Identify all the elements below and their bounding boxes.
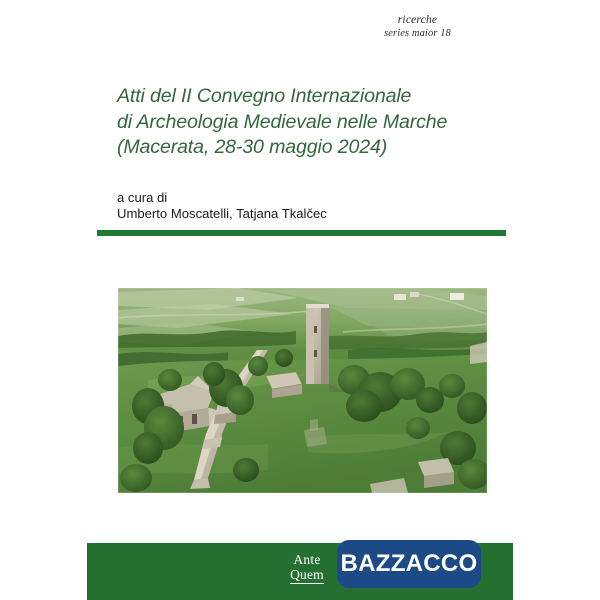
title-line-2: di Archeologia Medievale nelle Marche bbox=[117, 110, 448, 133]
series-designation bbox=[330, 14, 505, 40]
antequem-line-2: Quem bbox=[290, 567, 324, 583]
cover-photograph bbox=[118, 288, 487, 493]
title-line-1: Atti del II Convegno Internazionale bbox=[117, 85, 412, 107]
green-divider-rule bbox=[97, 230, 506, 236]
editors-prefix: a cura di bbox=[117, 190, 168, 205]
series-subtitle: series maior 18 bbox=[384, 27, 451, 39]
editors-block bbox=[117, 190, 507, 223]
page-title bbox=[117, 84, 507, 161]
antequem-publisher-logo bbox=[278, 553, 336, 584]
bazzacco-imprint-badge bbox=[337, 540, 481, 588]
antequem-line-1: Ante bbox=[293, 552, 321, 567]
series-name: ricerche bbox=[397, 14, 438, 26]
bazzacco-label: BAZZACCO bbox=[340, 550, 478, 577]
aerial-site-photo-illustration bbox=[118, 288, 487, 493]
title-line-3: (Macerata, 28-30 maggio 2024) bbox=[117, 136, 388, 159]
editors-names: Umberto Moscatelli, Tatjana Tkalčec bbox=[117, 206, 327, 222]
